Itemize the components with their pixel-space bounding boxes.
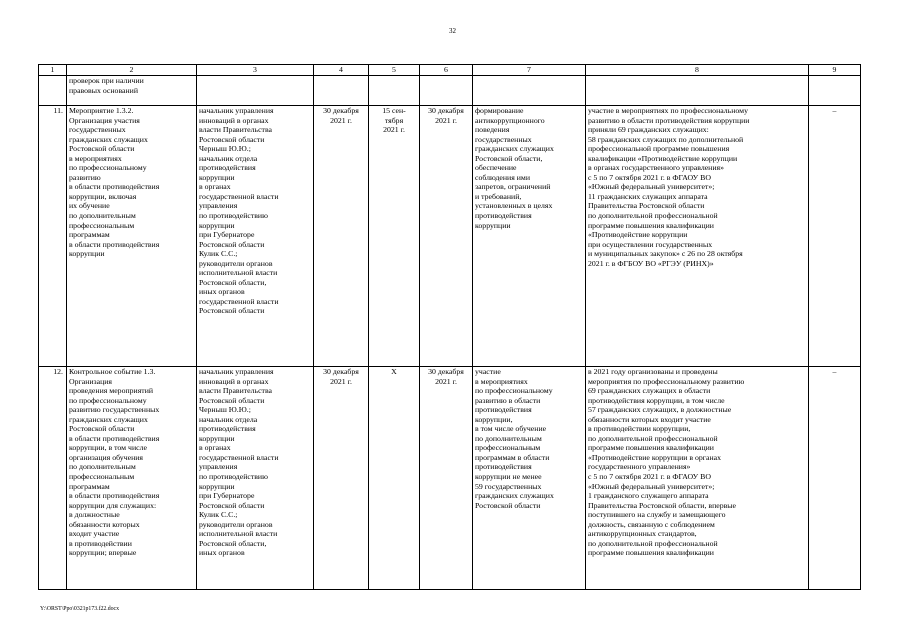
planned-date-cell: 30 декабря 2021 г. [314, 367, 369, 590]
table-row [39, 106, 861, 367]
expected-result-cell [473, 76, 586, 106]
report-table [38, 64, 861, 590]
page-number: 32 [449, 27, 456, 35]
responsible-cell: начальник управления инноваций в органах власти Правительства Ростовской области Черныш Ю.Ю.; начальник отдела противодействия коррупции в органах государственной власти управления по противодействию коррупции при Губернаторе Ростовской области Кулик С.С.; руководители органов исполнительной власти Ростовской области, иных органов государственной власти Ростовской области [197, 106, 314, 367]
column-number-row [39, 65, 861, 76]
responsible-cell: начальник управления инноваций в органах власти Правительства Ростовской области Черныш Ю.Ю.; начальник отдела противодействия коррупции в органах государственной власти управления по противодействию коррупции при Губернаторе Ростовской области Кулик С.С.; руководители органов исполнительной власти Ростовской области, иных органов [197, 367, 314, 590]
row-number-cell: 12. [39, 367, 67, 590]
end-date-cell: 30 декабря 2021 г. [420, 106, 473, 367]
end-date-cell: 30 декабря 2021 г. [420, 367, 473, 590]
planned-date-cell: 30 декабря 2021 г. [314, 106, 369, 367]
column-header: 6 [420, 65, 473, 76]
continuation-row [39, 76, 861, 106]
column-header: 7 [473, 65, 586, 76]
column-header: 1 [39, 65, 67, 76]
table-row [39, 367, 861, 590]
expected-result-cell: участие в мероприятиях по профессиональному развитию в области противодействия коррупции, в том числе обучение по дополнительным профессиональным программам в области противодействия коррупции не менее 59 государственных гражданских служащих Ростовской области [473, 367, 586, 590]
actual-result-cell [586, 76, 809, 106]
event-cell: Контрольное событие 1.3. Организация проведения мероприятий по профессиональному развитию государственных гражданских служащих Ростовской области в области противодействия коррупции, в том числе организация обучения по дополнительным профессиональным программам в области противодействия коррупции для служащих: в должностные обязанности которых входит участие в противодействии коррупции; впервые [67, 367, 197, 590]
row-number-cell [39, 76, 67, 106]
column-header: 3 [197, 65, 314, 76]
responsible-cell [197, 76, 314, 106]
actual-result-cell: в 2021 году организованы и проведены мероприятия по профессиональному развитию 69 гражданских служащих в области противодействия коррупции, в том числе 57 гражданских служащих, в должностные обязанности которых входит участие в противодействии коррупции, по дополнительной профессиональной программе повышения квалификации «Противодействие коррупции в органах государственного управления» с 5 по 7 октября 2021 г. в ФГАОУ ВО «Южный федеральный университет»; 1 гражданского служащего аппарата Правительства Ростовской области, впервые поступившего на службу и замещающего должность, связанную с соблюдением антикоррупционных стандартов, по дополнительной профессиональной программе повышения квалификации [586, 367, 809, 590]
start-date-cell: Х [369, 367, 420, 590]
column-header: 4 [314, 65, 369, 76]
column-header: 5 [369, 65, 420, 76]
expected-result-cell: формирование антикоррупционного поведения государственных гражданских служащих Ростовской области, обеспечение соблюдения ими запретов, ограничений и требований, установленных в целях противодействия коррупции [473, 106, 586, 367]
start-date-cell: 15 сен- тября 2021 г. [369, 106, 420, 367]
row-number-cell: 11. [39, 106, 67, 367]
file-path-footer: Y:\ORST\Ppo\0321p173.f22.docx [40, 606, 120, 612]
actual-result-cell: участие в мероприятиях по профессиональному развитию в области противодействия коррупции приняли 69 гражданских служащих: 58 гражданских служащих по дополнительной профессиональной программе повышения квалификации «Противодействие коррупции в органах государственного управления» с 5 по 7 октября 2021 г. в ФГАОУ ВО «Южный федеральный университет»; 11 гражданских служащих аппарата Правительства Ростовской области по дополнительной профессиональной программе повышения квалификации «Противодействие коррупции при осуществлении государственных и муниципальных закупок» с 26 по 28 октября 2021 г. в ФГБОУ ВО «РГЭУ (РИНХ)» [586, 106, 809, 367]
note-cell [809, 76, 861, 106]
event-cell: проверок при наличии правовых оснований [67, 76, 197, 106]
end-date-cell [420, 76, 473, 106]
note-cell: – [809, 367, 861, 590]
planned-date-cell [314, 76, 369, 106]
note-cell: – [809, 106, 861, 367]
event-cell: Мероприятие 1.3.2. Организация участия государственных гражданских служащих Ростовской области в мероприятиях по профессиональному развитию в области противодействия коррупции, включая их обучение по дополнительным профессиональным программам в области противодействия коррупции [67, 106, 197, 367]
start-date-cell [369, 76, 420, 106]
column-header: 8 [586, 65, 809, 76]
column-header: 2 [67, 65, 197, 76]
column-header: 9 [809, 65, 861, 76]
